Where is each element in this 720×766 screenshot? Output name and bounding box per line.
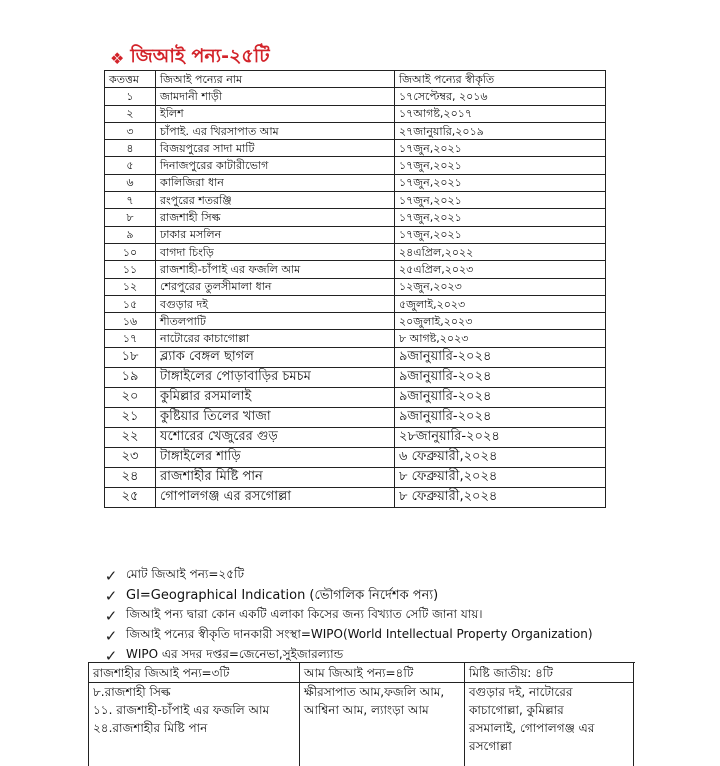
table-row [105,278,606,295]
row-product-name: টাঙ্গাইলের শাড়ি [156,447,395,467]
table-row [105,347,606,367]
table-row [105,174,606,191]
row-serial: ১৭ [105,330,156,347]
row-serial: ২৩ [105,447,156,467]
sweets-gi-item: কাচাগোল্লা, কুমিল্লার [469,703,564,717]
row-product-name: বিজয়পুরের সাদা মাটি [156,140,395,157]
row-product-name: রাজশাহীর মিষ্টি পান [156,467,395,487]
rajshahi-gi-box [89,663,300,766]
row-serial: ২৪ [105,467,156,487]
table-row [105,209,606,226]
row-serial: ৭ [105,192,156,209]
row-serial: ৬ [105,174,156,191]
row-serial: ১৯ [105,367,156,387]
row-recognition-date: ১৭জুন,২০২১ [395,174,606,191]
rajshahi-gi-item: ২৪.রাজশাহীর মিষ্টি পান [93,721,208,735]
mango-gi-item: আশ্বিনা আম, ল্যাংড়া আম [304,703,429,717]
row-recognition-date: ১২জুন,২০২৩ [395,278,606,295]
row-serial: ২ [105,105,156,122]
sweets-gi-box [465,663,634,766]
summary-boxes [88,662,635,766]
table-row [105,157,606,174]
row-product-name: বগুড়ার দই [156,295,395,312]
checkmark-icon: ✓ [104,607,118,625]
row-product-name: কুমিল্লার রসমালাই [156,387,395,407]
row-recognition-date: ১৭জুন,২০২১ [395,209,606,226]
row-serial: ১২ [105,278,156,295]
row-serial: ৪ [105,140,156,157]
row-product-name: জামদানী শাড়ী [156,88,395,105]
header-product-name: জিআই পন্যের নাম [156,71,395,88]
row-serial: ২০ [105,387,156,407]
table-row [105,243,606,260]
mango-gi-box [300,663,465,766]
row-serial: ১০ [105,243,156,260]
row-recognition-date: ১৭আগষ্ট,২০১৭ [395,105,606,122]
sweets-gi-heading: মিষ্টি জাতীয়: ৪টি [465,664,633,683]
row-recognition-date: ৮ ফেব্রুয়ারী,২০২৪ [395,487,606,507]
note-item [104,606,704,626]
mango-gi-heading: আম জিআই পন্য=৪টি [300,664,464,683]
table-row [105,487,606,507]
row-serial: ২১ [105,407,156,427]
checkmark-icon: ✓ [104,587,118,605]
row-recognition-date: ২০জুলাই,২০২৩ [395,313,606,330]
row-recognition-date: ৮ ফেব্রুয়ারী,২০২৪ [395,467,606,487]
table-row [105,122,606,139]
row-product-name: গোপালগঞ্জ এর রসগোল্লা [156,487,395,507]
table-row [105,407,606,427]
row-recognition-date: ৮ আগষ্ট,২০২৩ [395,330,606,347]
row-serial: ১৫ [105,295,156,312]
table-row [105,226,606,243]
row-product-name: রাজশাহী-চাঁপাই এর ফজলি আম [156,261,395,278]
sweets-gi-item: রসমালাই, গোপালগঞ্জ এর [469,721,595,735]
row-recognition-date: ৬ ফেব্রুয়ারী,২০২৪ [395,447,606,467]
table-row [105,140,606,157]
row-serial: ২৫ [105,487,156,507]
mango-gi-item: ক্ষীরসাপাত আম,ফজলি আম, [304,685,445,699]
row-product-name: শেরপুরের তুলসীমালা ধান [156,278,395,295]
row-product-name: কালিজিরা ধান [156,174,395,191]
row-recognition-date: ২৮জানুয়ারি-২০২৪ [395,427,606,447]
row-serial: ৫ [105,157,156,174]
row-recognition-date: ১৭সেপ্টেম্বর, ২০১৬ [395,88,606,105]
table-row [105,427,606,447]
row-product-name: শীতলপাটি [156,313,395,330]
row-product-name: চাঁপাই. এর খিরসাপাত আম [156,122,395,139]
row-product-name: ইলিশ [156,105,395,122]
note-text: জিআই পন্য দ্বারা কোন একটি এলাকা কিসের জন্য বিখ্যাত সেটি জানা যায়। [126,607,483,621]
row-product-name: দিনাজপুরের কাটারীভোগ [156,157,395,174]
row-product-name: টাঙ্গাইলের পোড়াবাড়ির চমচম [156,367,395,387]
row-recognition-date: ১৭জুন,২০২১ [395,157,606,174]
row-product-name: ব্ল্যাক বেঙ্গল ছাগল [156,347,395,367]
row-recognition-date: ২৫এপ্রিল,২০২৩ [395,261,606,278]
note-item [104,626,704,646]
row-serial: ১ [105,88,156,105]
sweets-gi-item: বগুড়ার দই, নাটোরের [469,685,573,699]
rajshahi-gi-item: ৮.রাজশাহী সিল্ক [93,685,171,699]
row-serial: ১৮ [105,347,156,367]
row-product-name: যশোরের খেজুরের গুড় [156,427,395,447]
rajshahi-gi-item: ১১. রাজশাহী-চাঁপাই এর ফজলি আম [93,703,270,717]
note-text: মোট জিআই পন্য=২৫টি [126,567,244,581]
row-serial: ১৬ [105,313,156,330]
row-product-name: নাটোরের কাচাগোল্লা [156,330,395,347]
row-product-name: কুষ্টিয়ার তিলের খাজা [156,407,395,427]
table-row [105,447,606,467]
rajshahi-gi-heading: রাজশাহীর জিআই পন্য=৩টি [89,664,299,683]
row-product-name: বাগদা চিংড়ি [156,243,395,260]
table-header-row [105,71,606,88]
table-body [105,88,606,507]
row-product-name: রংপুরের শতরঞ্জি [156,192,395,209]
row-recognition-date: ১৭জুন,২০২১ [395,140,606,157]
sweets-gi-item: রসগোল্লা [469,739,512,753]
note-item [104,586,704,606]
row-recognition-date: ৯জানুয়ারি-২০২৪ [395,367,606,387]
table-row [105,192,606,209]
note-text: WIPO এর সদর দপ্তর=জেনেভা,সুইজারল্যান্ড [126,647,344,661]
row-product-name: ঢাকার মসলিন [156,226,395,243]
table-row [105,330,606,347]
row-recognition-date: ৯জানুয়ারি-২০২৪ [395,347,606,367]
row-recognition-date: ১৭জুন,২০২১ [395,192,606,209]
table-row [105,295,606,312]
table-row [105,105,606,122]
note-text: জিআই পন্যের স্বীকৃতি দানকারী সংস্থা=WIPO(World Intellectual Property Organization) [126,627,593,641]
gi-products-table [104,70,606,508]
row-serial: ২২ [105,427,156,447]
table-row [105,367,606,387]
row-product-name: রাজশাহী সিল্ক [156,209,395,226]
checkmark-icon: ✓ [104,647,118,665]
row-recognition-date: ৫জুলাই,২০২৩ [395,295,606,312]
note-item [104,566,704,586]
title-text: জিআই পন্য-২৫টি [130,45,270,67]
row-recognition-date: ৯জানুয়ারি-২০২৪ [395,387,606,407]
table-row [105,88,606,105]
header-serial: কতত্তম [105,71,156,88]
note-text: GI=Geographical Indication (ভৌগলিক নির্দেশক পন্য) [126,587,439,603]
notes-list [104,566,704,666]
table-row [105,313,606,330]
row-recognition-date: ১৭জুন,২০২১ [395,226,606,243]
row-recognition-date: ২৪এপ্রিল,২০২২ [395,243,606,260]
diamond-bullet-icon: ❖ [110,48,125,68]
checkmark-icon: ✓ [104,567,118,585]
row-recognition-date: ৯জানুয়ারি-২০২৪ [395,407,606,427]
table-row [105,467,606,487]
row-serial: ৩ [105,122,156,139]
row-serial: ৯ [105,226,156,243]
row-serial: ৮ [105,209,156,226]
header-recognition-date: জিআই পন্যের স্বীকৃতি [395,71,606,88]
row-serial: ১১ [105,261,156,278]
table-row [105,387,606,407]
row-recognition-date: ২৭জানুয়ারি,২০১৯ [395,122,606,139]
checkmark-icon: ✓ [104,627,118,645]
table-row [105,261,606,278]
